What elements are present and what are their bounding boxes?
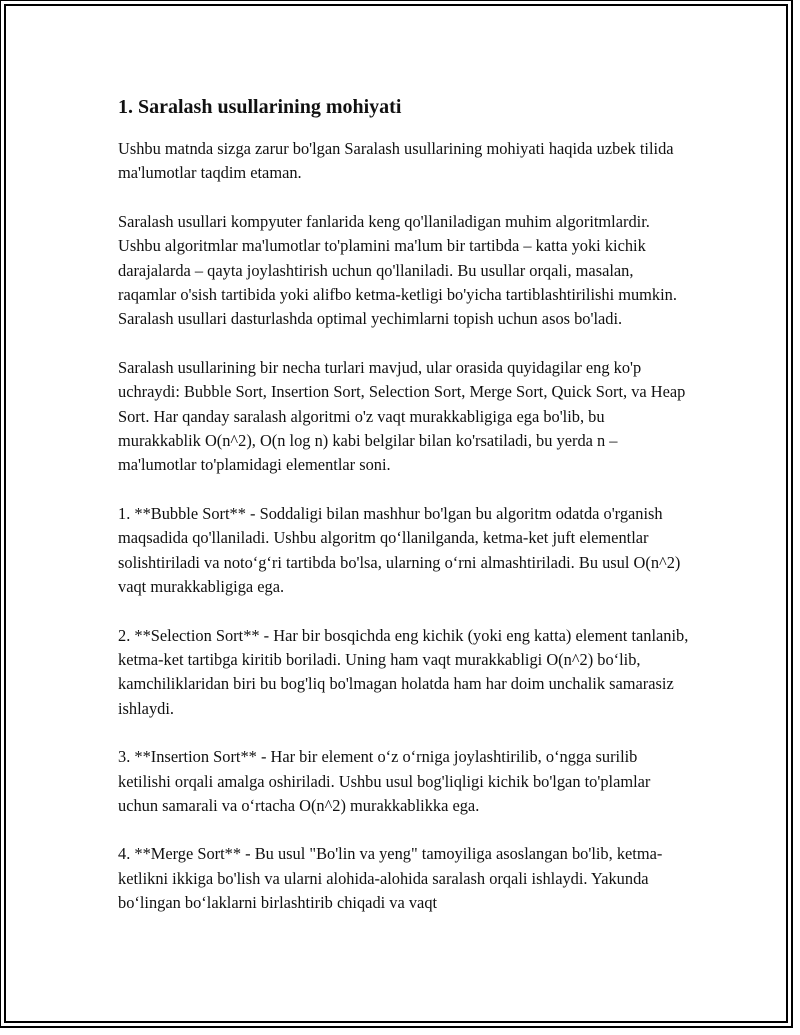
paragraph-types: Saralash usullarining bir necha turlari mavjud, ular orasida quyidagilar eng ko'p uchraydi: Bubble Sort, Insertion Sort, Selection Sort, Merge Sort, Quick Sort, va Heap Sort. Har qanday saralash algoritmi o'z vaqt murakkabligiga ega bo'lib, bu murakkablik O(n^2), O(n log n) kabi belgilar bilan ko'rsatiladi, bu yerda n – ma'lumotlar to'plamidagi elementlar soni. bbox=[118, 357, 686, 475]
paragraph-definition: Saralash usullari kompyuter fanlarida keng qo'llaniladigan muhim algoritmlardir. Ushbu algoritmlar ma'lumotlar to'plamini ma'lum bir tartibda – katta yoki kichik darajalarda – qayta joylashtirish uchun qo'llaniladi. Bu usullar orqali, masalan, raqamlar o'sish tartibida yoki alifbo ketma-ketligi bo'yicha tartiblashtirilishi mumkin. Saralash usullari dasturlashda optimal yechimlarni topish uchun asos bo'ladi. bbox=[118, 211, 677, 329]
paragraph-intro: Ushbu matnda sizga zarur bo'lgan Saralash usullarining mohiyati haqida uzbek tilida ma'lumotlar taqdim etaman. bbox=[118, 139, 674, 183]
paragraph-merge-sort: 4. **Merge Sort** - Bu usul "Bo'lin va yeng" tamoyiliga asoslangan bo'lib, ketma-ketlikni ikkiga bo'lish va ularni alohida-alohida saralash orqali ishlaydi. Yakunda bo‘lingan bo‘laklarni birlashtirib chiqadi va vaqt bbox=[118, 844, 663, 913]
document-body bbox=[118, 95, 690, 940]
paragraph-selection-sort: 2. **Selection Sort** - Har bir bosqichda eng kichik (yoki eng katta) element tanlanib, ketma-ket tartibga kiritib boriladi. Uning ham vaqt murakkabligi O(n^2) bo‘lib, kamchiliklaridan biri bu bog'liq bo'lmagan holatda ham har doim unchalik samarasiz ishlaydi. bbox=[118, 625, 689, 718]
paragraph-insertion-sort: 3. **Insertion Sort** - Har bir element o‘z o‘rniga joylashtirilib, o‘ngga surilib ketilishi orqali amalga oshiriladi. Ushbu usul bog'liqligi kichik bo'lgan to'plamlar uchun samarali va o‘rtacha O(n^2) murakkablikka ega. bbox=[118, 747, 651, 815]
paragraph-bubble-sort: 1. **Bubble Sort** - Soddaligi bilan mashhur bo'lgan bu algoritm odatda o'rganish maqsadida qo'llaniladi. Ushbu algoritm qo‘llanilganda, ketma-ket juft elementlar solishtiriladi va noto‘g‘ri tartibda bo'lsa, ularning o‘rni almashtiriladi. Bu usul O(n^2) vaqt murakkabligiga ega. bbox=[118, 503, 681, 597]
document-title: 1. Saralash usullarining mohiyati bbox=[118, 96, 402, 118]
